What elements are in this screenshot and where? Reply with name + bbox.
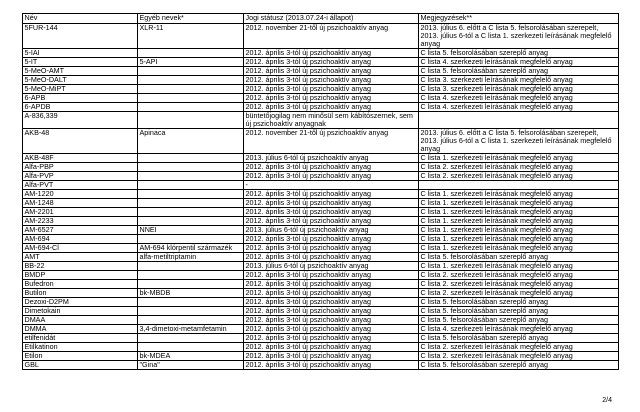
table-cell: Dimetokain [23, 307, 138, 316]
table-cell: 2012. április 3-tól új pszichoaktív anyag [244, 361, 419, 370]
table-row [23, 226, 619, 235]
table-cell [138, 172, 244, 181]
table-cell: 2012. április 3-tól új pszichoaktív anyag [244, 343, 419, 352]
table-cell: C lista 5. felsorolásában szereplő anyag [419, 298, 619, 307]
table-cell: C lista 5. felsorolásában szereplő anyag [419, 307, 619, 316]
table-row [23, 235, 619, 244]
table-cell [138, 208, 244, 217]
table-cell [138, 235, 244, 244]
table-row [23, 253, 619, 262]
table-row [23, 163, 619, 172]
table-cell: NNEI [138, 226, 244, 235]
table-cell: - [244, 181, 419, 190]
table-cell: 2012. április 3-tól új pszichoaktív anyag [244, 352, 419, 361]
table-cell: "Gina" [138, 361, 244, 370]
table-cell: 2012. április 3-tól új pszichoaktív anyag [244, 244, 419, 253]
table-row [23, 85, 619, 94]
table-cell: AM-2201 [23, 208, 138, 217]
table-cell: GBL [23, 361, 138, 370]
table-row [23, 343, 619, 352]
table-cell: AM-1248 [23, 199, 138, 208]
table-row [23, 280, 619, 289]
table-row [23, 262, 619, 271]
table-cell: C lista 4. szerkezeti leírásának megfelelő anyag [419, 94, 619, 103]
table-cell: 2012. április 3-tól új pszichoaktív anyag [244, 325, 419, 334]
table-cell: 5FUR-144 [23, 24, 138, 49]
table-row [23, 181, 619, 190]
table-cell: C lista 5. felsorolásában szereplő anyag [419, 49, 619, 58]
table-cell: bk-MBDB [138, 289, 244, 298]
table-cell: Etilkatinon [23, 343, 138, 352]
table-cell: C lista 1. szerkezeti leírásának megfelelő anyag [419, 244, 619, 253]
table-cell: 3,4-dimetoxi-metamfetamin [138, 325, 244, 334]
table-cell: C lista 1. szerkezeti leírásának megfelelő anyag [419, 262, 619, 271]
table-row [23, 307, 619, 316]
table-cell: C lista 1. szerkezeti leírásának megfelelő anyag [419, 199, 619, 208]
table-cell: 2012. április 3-tól új pszichoaktív anyag [244, 271, 419, 280]
table-cell: 5-MeO-AMT [23, 67, 138, 76]
table-cell: 2013. július 6. előtt a C lista 5. felsorolásában szerepelt, 2013. július 6-tól a C lista 1. szerkezeti leírásának megfelelő anyag [419, 24, 619, 49]
table-cell: C lista 4. szerkezeti leírásának megfelelő anyag [419, 58, 619, 67]
table-cell: C lista 2. szerkezeti leírásának megfelelő anyag [419, 343, 619, 352]
table-cell: C lista 5. felsorolásában szereplő anyag [419, 253, 619, 262]
table-cell: C lista 2. szerkezeti leírásának megfelelő anyag [419, 271, 619, 280]
table-cell [419, 112, 619, 129]
table-cell: DMMA [23, 325, 138, 334]
table-cell [138, 271, 244, 280]
table-cell: C lista 5. felsorolásában szereplő anyag [419, 361, 619, 370]
table-cell [419, 181, 619, 190]
table-cell: 5-MeO-MiPT [23, 85, 138, 94]
table-row [23, 190, 619, 199]
table-cell: A-836,339 [23, 112, 138, 129]
table-cell: alfa-metiltriptamin [138, 253, 244, 262]
table-cell: Alfa-PVP [23, 172, 138, 181]
table-cell [138, 154, 244, 163]
table-row [23, 24, 619, 49]
table-row [23, 271, 619, 280]
table-cell: 5-MeO-DALT [23, 76, 138, 85]
table-cell: XLR-11 [138, 24, 244, 49]
table-cell [138, 298, 244, 307]
table-row [23, 217, 619, 226]
table-cell: C lista 1. szerkezeti leírásának megfelelő anyag [419, 226, 619, 235]
table-cell: 2012. április 3-tól új pszichoaktív anyag [244, 208, 419, 217]
header-cell: Jogi státusz (2013.07.24-i állapot) [244, 14, 419, 24]
table-cell: C lista 3. szerkezeti leírásának megfelelő anyag [419, 85, 619, 94]
table-cell [138, 181, 244, 190]
table-cell: Etilon [23, 352, 138, 361]
header-cell: Megjegyzések** [419, 14, 619, 24]
table-cell: C lista 1. szerkezeti leírásának megfelelő anyag [419, 190, 619, 199]
table-cell: 2012. április 3-tól új pszichoaktív anyag [244, 235, 419, 244]
table-cell: 5-API [138, 58, 244, 67]
table-cell: 2012. április 3-tól új pszichoaktív anyag [244, 85, 419, 94]
table-cell: 2012. április 3-tól új pszichoaktív anyag [244, 67, 419, 76]
table-row [23, 49, 619, 58]
table-cell [138, 280, 244, 289]
table-row [23, 289, 619, 298]
table-cell: AKB-48F [23, 154, 138, 163]
table-cell: Dezoxi-D2PM [23, 298, 138, 307]
table-cell: 2012. április 3-tól új pszichoaktív anyag [244, 289, 419, 298]
page-number: 2/4 [602, 397, 612, 404]
table-cell: C lista 2. szerkezeti leírásának megfelelő anyag [419, 172, 619, 181]
table-row [23, 103, 619, 112]
table-cell: 2012. április 3-tól új pszichoaktív anyag [244, 76, 419, 85]
table-row [23, 316, 619, 325]
table-cell: 2012. április 3-tól új pszichoaktív anyag [244, 49, 419, 58]
table-cell [138, 307, 244, 316]
table-cell: C lista 2. szerkezeti leírásának megfelelő anyag [419, 280, 619, 289]
table-cell [138, 190, 244, 199]
table-header-row [23, 14, 619, 24]
table-cell: 2012. április 3-tól új pszichoaktív anyag [244, 58, 419, 67]
table-cell [138, 49, 244, 58]
table-row [23, 154, 619, 163]
table-cell: 5-IAI [23, 49, 138, 58]
table-cell: 2012. április 3-tól új pszichoaktív anyag [244, 199, 419, 208]
table-cell: 2012. április 3-tól új pszichoaktív anyag [244, 307, 419, 316]
table-row [23, 112, 619, 129]
table-cell: AM-1220 [23, 190, 138, 199]
table-row [23, 334, 619, 343]
table-cell [138, 163, 244, 172]
table-cell: C lista 4. szerkezeti leírásának megfelelő anyag [419, 325, 619, 334]
table-cell: C lista 2. szerkezeti leírásának megfelelő anyag [419, 289, 619, 298]
header-cell: Név [23, 14, 138, 24]
table-cell: C lista 3. szerkezeti leírásának megfelelő anyag [419, 76, 619, 85]
table-cell: 2013. július 6-tól új pszichoaktív anyag [244, 154, 419, 163]
table-cell: C lista 1. szerkezeti leírásának megfelelő anyag [419, 235, 619, 244]
table-cell: C lista 5. felsorolásában szereplő anyag [419, 316, 619, 325]
table-cell: 2013. július 6-tól új pszichoaktív anyag [244, 226, 419, 235]
table-cell: AKB-48 [23, 129, 138, 154]
table-cell: C lista 2. szerkezeti leírásának megfelelő anyag [419, 352, 619, 361]
table-cell [138, 217, 244, 226]
table-cell [138, 343, 244, 352]
table-cell: C lista 5. felsorolásában szereplő anyag [419, 334, 619, 343]
table-cell: Butilon [23, 289, 138, 298]
table-row [23, 352, 619, 361]
table-cell: 2012. november 21-től új pszichoaktív anyag [244, 129, 419, 154]
table-cell: C lista 5. felsorolásában szereplő anyag [419, 67, 619, 76]
table-row [23, 208, 619, 217]
table-cell: AM-6527 [23, 226, 138, 235]
header-cell: Egyéb nevek* [138, 14, 244, 24]
table-cell [138, 76, 244, 85]
table-cell: 2012. április 3-tól új pszichoaktív anyag [244, 280, 419, 289]
table-cell: DMAA [23, 316, 138, 325]
table-cell: C lista 1. szerkezeti leírásának megfelelő anyag [419, 154, 619, 163]
table-cell: BB-22 [23, 262, 138, 271]
table-cell: Bufedron [23, 280, 138, 289]
table-row [23, 76, 619, 85]
table-cell: 6-APB [23, 94, 138, 103]
table-cell: AM-2233 [23, 217, 138, 226]
table-cell [138, 94, 244, 103]
table-row [23, 325, 619, 334]
table-cell: AM-694 klórpentil származék [138, 244, 244, 253]
table-cell: 2012. április 3-tól új pszichoaktív anyag [244, 103, 419, 112]
table-cell [138, 334, 244, 343]
substance-table [22, 13, 619, 370]
table-cell: 2012. április 3-tól új pszichoaktív anyag [244, 94, 419, 103]
table-cell: 2012. április 3-tól új pszichoaktív anyag [244, 253, 419, 262]
table-cell [138, 103, 244, 112]
table-row [23, 199, 619, 208]
table-cell: AM-694-Cl [23, 244, 138, 253]
table-cell [138, 199, 244, 208]
table-cell [138, 85, 244, 94]
table-cell: 2013. július 6. előtt a C lista 5. felsorolásában szerepelt, 2013. július 6-tól a C lista 1. szerkezeti leírásának megfelelő anyag [419, 129, 619, 154]
table-cell: 2012. április 3-tól új pszichoaktív anyag [244, 190, 419, 199]
table-cell: 2012. április 3-tól új pszichoaktív anyag [244, 298, 419, 307]
table-cell: bk-MDEA [138, 352, 244, 361]
table-row [23, 94, 619, 103]
table-row [23, 129, 619, 154]
table-row [23, 58, 619, 67]
table-cell: 5-IT [23, 58, 138, 67]
table-cell: 2012. április 3-tól új pszichoaktív anyag [244, 316, 419, 325]
table-row [23, 298, 619, 307]
table-cell: C lista 4. szerkezeti leírásának megfelelő anyag [419, 103, 619, 112]
table-cell: 2012. április 3-tól új pszichoaktív anyag [244, 163, 419, 172]
table-row [23, 244, 619, 253]
table-cell: AMT [23, 253, 138, 262]
table-cell: BMDP [23, 271, 138, 280]
table-cell: büntetőjogilag nem minősül sem kábítószernek, sem új pszichoaktív anyagnak [244, 112, 419, 129]
table-cell: C lista 1. szerkezeti leírásának megfelelő anyag [419, 208, 619, 217]
table-cell [138, 262, 244, 271]
table-cell: etilfenidát [23, 334, 138, 343]
table-cell: AM-694 [23, 235, 138, 244]
table-cell: C lista 2. szerkezeti leírásának megfelelő anyag [419, 163, 619, 172]
table-row [23, 67, 619, 76]
table-cell: 6-APDB [23, 103, 138, 112]
table-cell: Apinaca [138, 129, 244, 154]
table-cell: 2012. április 3-tól új pszichoaktív anyag [244, 172, 419, 181]
table-row [23, 172, 619, 181]
table-cell: C lista 1. szerkezeti leírásának megfelelő anyag [419, 217, 619, 226]
table-cell [138, 316, 244, 325]
table-cell: Alfa-PVT [23, 181, 138, 190]
table-cell: 2012. április 3-tól új pszichoaktív anyag [244, 334, 419, 343]
table-cell: 2012. november 21-től új pszichoaktív anyag [244, 24, 419, 49]
table-cell: Alfa-PBP [23, 163, 138, 172]
table-cell: 2012. április 3-tól új pszichoaktív anyag [244, 217, 419, 226]
table-cell: 2013. július 6-tól új pszichoaktív anyag [244, 262, 419, 271]
table-cell [138, 67, 244, 76]
table-row [23, 361, 619, 370]
table-cell [138, 112, 244, 129]
